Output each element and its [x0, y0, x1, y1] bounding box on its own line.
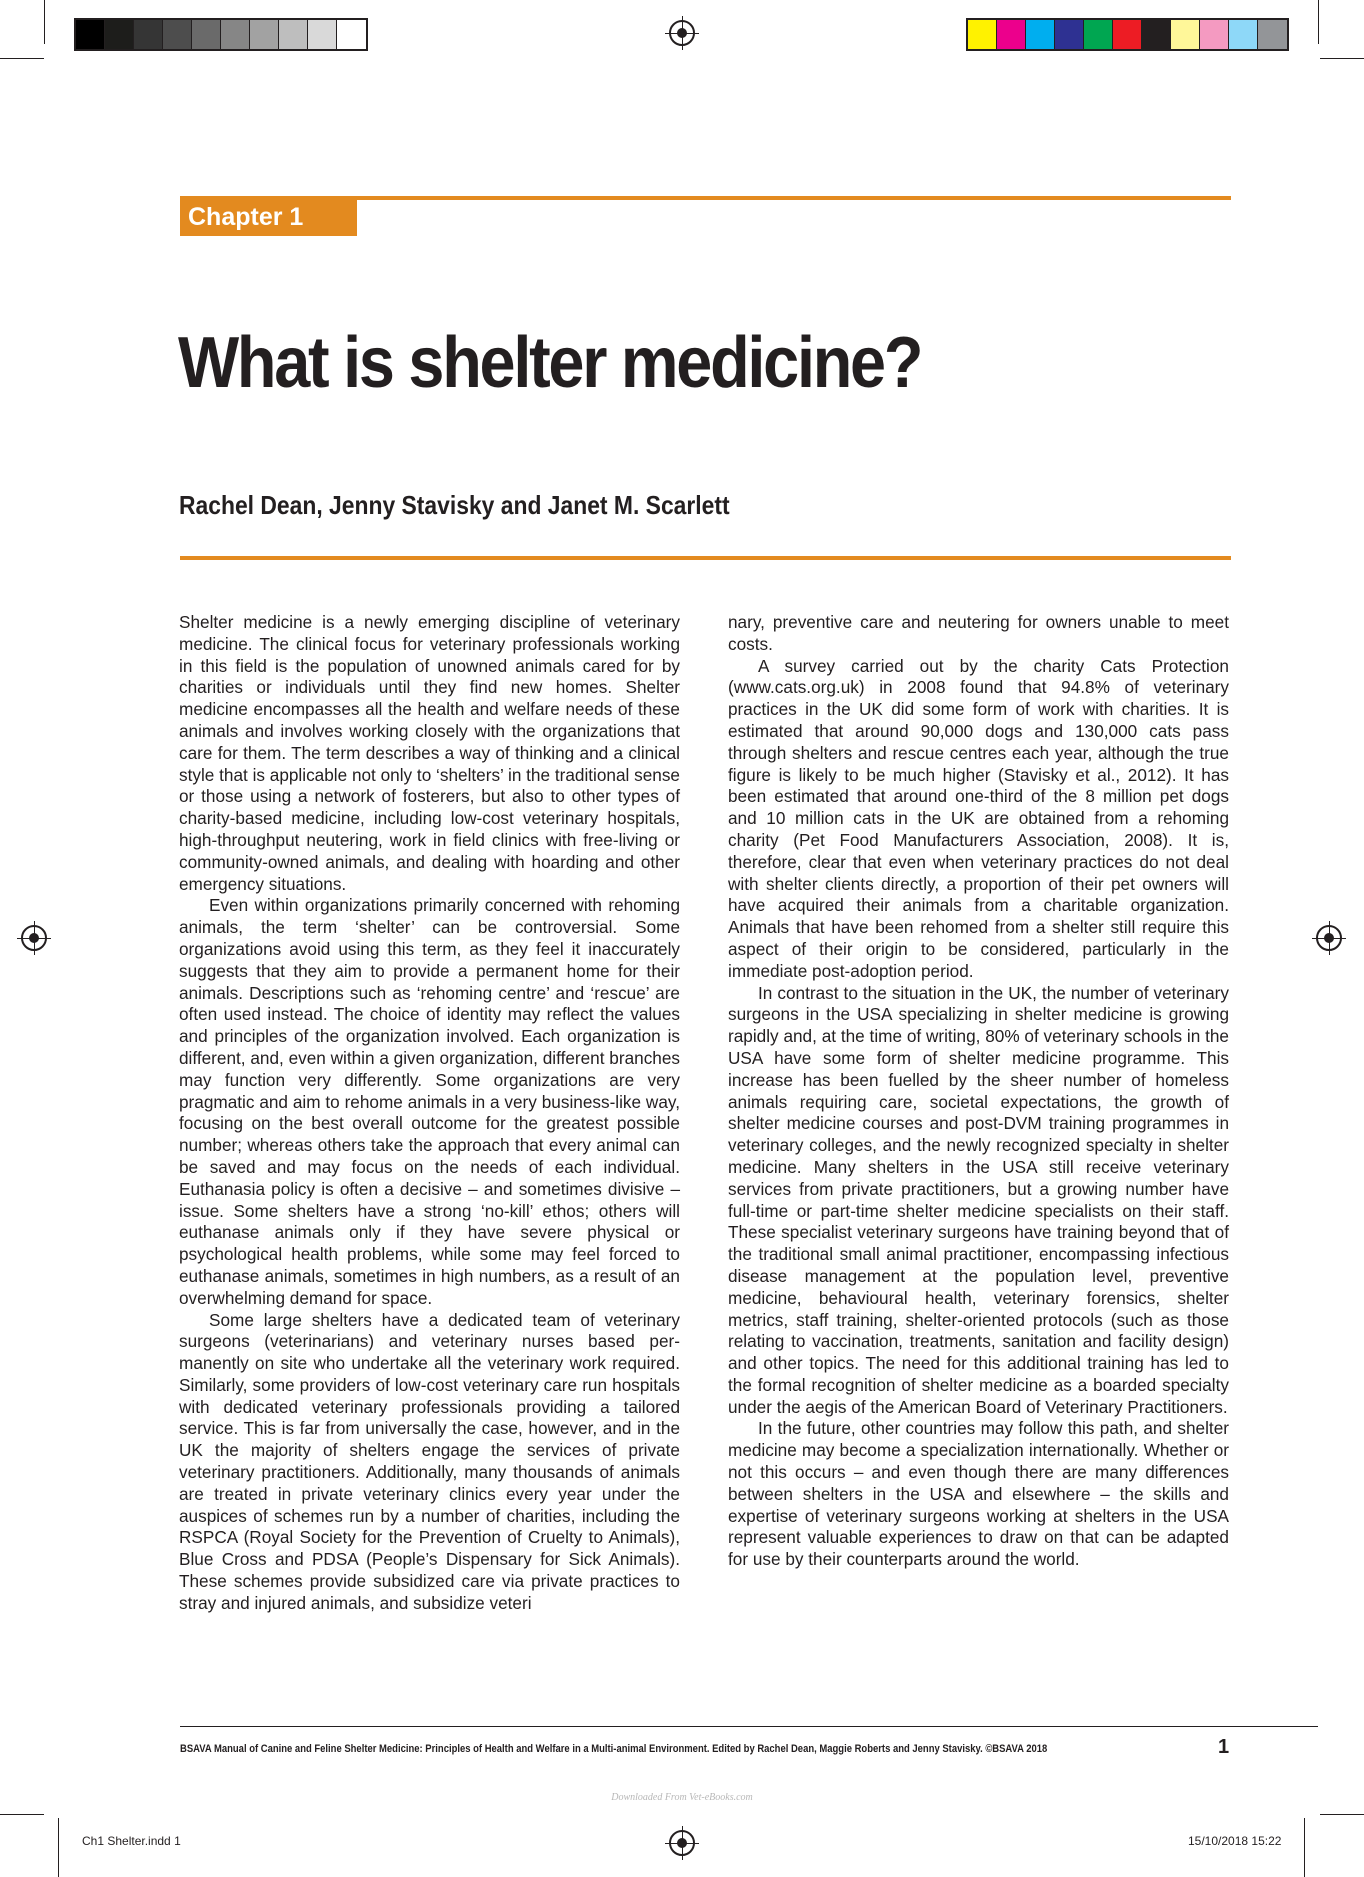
body-paragraph: In the future, other countries may follow this path, and shelter medicine may become a specialization internationally. Whether or not this occurs – and even though there are many differences between shelters in the USA and elsewhere – the skills and expertise of veterinary surgeons working at shelters in the USA represent valuable experiences to draw on that can be adapted for use by their counterparts around the world.	[728, 1418, 1229, 1570]
footer-rule	[180, 1726, 1318, 1727]
color-swatch	[250, 20, 279, 49]
crop-mark	[1320, 58, 1364, 59]
body-paragraph: Even within organizations primarily concerned with rehoming animals, the term ‘shelter’ can be controversial. Some organizations avoid using this term, as they feel it inaccurately suggests that they aim to provide a permanent home for their animals. Descriptions such as ‘rehoming centre’ and ‘rescue’ are often used instead. The choice of identity may reflect the values and principles of the organization involved. Each organization is different, and, even within a given organization, different branches may function very differently. Some organizations are very pragmatic and aim to rehome animals in a very business-like way, focusing on the best overall outcome for the greatest possible number; whereas others take the approach that every animal can be saved and may focus on the needs of each individual. Euthanasia policy is often a decisive – and sometimes divisive – issue. Some shelters have a strong ‘no-kill’ ethos; others will euthanase animals only if they have severe physical or psychological health problems, while some may feel forced to euthanase animals, sometimes in high numbers, as a result of an overwhelming demand for space.	[179, 895, 680, 1308]
color-swatch	[1084, 20, 1113, 49]
crop-mark	[1320, 1814, 1364, 1815]
chapter-authors: Rachel Dean, Jenny Stavisky and Janet M. Scarlett	[179, 490, 730, 520]
crop-mark	[0, 1814, 44, 1815]
color-swatch	[163, 20, 192, 49]
color-swatch	[1258, 20, 1287, 49]
registration-target-icon	[21, 925, 47, 951]
color-swatch	[1026, 20, 1055, 49]
footer-citation: BSAVA Manual of Canine and Feline Shelter Medicine: Principles of Health and Welfare in a Multi-animal Environment. Edited by Rachel Dean, Maggie Roberts and Jenny Stavisky. ©BSAVA 2018	[180, 1743, 1048, 1755]
color-swatch	[1142, 20, 1171, 49]
body-paragraph: Shelter medicine is a newly emerging discipline of veterinary medicine. The clinical focus for veterinary professionals working in this field is the population of unowned animals cared for by charities or individuals until they find new homes. Shelter medicine encompasses all the health and welfare needs of these animals and involves working closely with the organizations that care for them. The term describes a way of thinking and a clinical style that is applicable not only to ‘shelters’ in the traditional sense or those using a network of fosterers, but also to other types of charity-based medicine, including low-cost veterinary hospitals, high-throughput neutering, work in field clinics with free-living or community-owned animals, and dealing with hoarding and other emergency situations.	[179, 612, 680, 894]
slug-timestamp: 15/10/2018 15:22	[1188, 1834, 1282, 1848]
color-swatch	[337, 20, 366, 49]
color-swatch	[968, 20, 997, 49]
color-swatch	[1171, 20, 1200, 49]
color-swatch	[221, 20, 250, 49]
crop-mark	[58, 1818, 59, 1877]
color-swatch	[1200, 20, 1229, 49]
registration-target-icon	[669, 1830, 695, 1856]
chapter-title: What is shelter medicine?	[178, 323, 922, 403]
slug-filename: Ch1 Shelter.indd 1	[82, 1834, 181, 1848]
page-number: 1	[1218, 1736, 1230, 1758]
color-swatch	[134, 20, 163, 49]
download-watermark: Downloaded From Vet-eBooks.com	[611, 1792, 753, 1803]
body-paragraph: Some large shelters have a dedicated team of veterinary surgeons (veterinarians) and veterinary nurses based permanently on site who undertake all the veterinary work required. Similarly, some providers of low-cost veterinary care run hospitals with dedicated veterinary professionals providing a tailored service. This is far from universally the case, however, and in the UK the majority of shelters engage the services of private veterinary practitioners. Additionally, many thousands of animals are treated in private veterinary clinics every year under the auspices of schemes run by a number of charities, including the RSPCA (Royal Society for the Prevention of Cruelty to Animals), Blue Cross and PDSA (People’s Dispensary for Sick Animals). These schemes provide subsidized care via private practices to stray and injured animals, and subsidize veteri	[179, 1309, 680, 1613]
body-paragraph: In contrast to the situation in the UK, the number of veterinary surgeons in the USA specializing in shelter medicine is growing rapidly and, at the time of writing, 80% of veterinary schools in the USA have some form of shelter medicine programme. This increase has been fuelled by the sheer number of homeless animals requiring care, societal expectations, the growth of shelter medicine courses and post-DVM training programmes in veterinary colleges, and the newly recognized specialty in shelter medicine. Many shelters in the USA still receive veterinary services from private practitioners, but a growing number have full-time or part-time shelter medicine specialists on their staff. These specialist veterinary surgeons have training beyond that of the traditional small animal practitioner, encompassing infectious disease management at the population level, preventive medicine, behavioural health, veterinary forensics, shelter metrics, staff training, shelter-oriented protocols (such as those relating to vaccination, treatments, sanitation and facility design) and other topics. The need for this additional training has led to the formal recognition of shelter medicine as a boarded specialty under the aegis of the American Board of Veterinary Practitioners.	[728, 982, 1229, 1417]
color-swatch	[105, 20, 134, 49]
crop-mark	[44, 0, 45, 44]
grayscale-color-bar	[74, 18, 368, 51]
body-paragraph: nary, preventive care and neutering for owners unable to meet costs.	[728, 612, 1229, 654]
crop-mark	[1304, 1818, 1305, 1877]
chapter-label: Chapter 1	[180, 198, 357, 236]
registration-target-icon	[669, 20, 695, 46]
color-swatch	[279, 20, 308, 49]
color-swatch	[192, 20, 221, 49]
process-color-bar	[966, 18, 1289, 51]
crop-mark	[1318, 0, 1319, 44]
color-swatch	[308, 20, 337, 49]
color-swatch	[76, 20, 105, 49]
body-paragraph: A survey carried out by the charity Cats Protection (www.cats.org.uk) in 2008 found that 94.8% of veterinary practices in the UK did some form of work with charities. It is estimated that around 90,000 dogs and 130,000 cats pass through shelters and rescue centres each year, although the true figure is likely to be much higher (Stavisky et al., 2012). It has been estimated that around one-third of the 8 million pet dogs and 10 million cats in the UK are obtained from a rehoming charity (Pet Food Manufacturers Association, 2008). It is, therefore, clear that even when veterinary practices do not deal with shelter clients directly, a proportion of their pet owners will have acquired their animals from a charitable organization. Animals that have been rehomed from a shelter still require this aspect of their origin to be considered, particularly in the immediate post-adoption period.	[728, 655, 1229, 981]
authors-rule	[180, 556, 1231, 560]
body-column-left	[179, 612, 680, 1615]
color-swatch	[1113, 20, 1142, 49]
body-column-right	[728, 612, 1229, 1571]
registration-target-icon	[1316, 925, 1342, 951]
color-swatch	[1055, 20, 1084, 49]
color-swatch	[997, 20, 1026, 49]
color-swatch	[1229, 20, 1258, 49]
crop-mark	[0, 58, 44, 59]
